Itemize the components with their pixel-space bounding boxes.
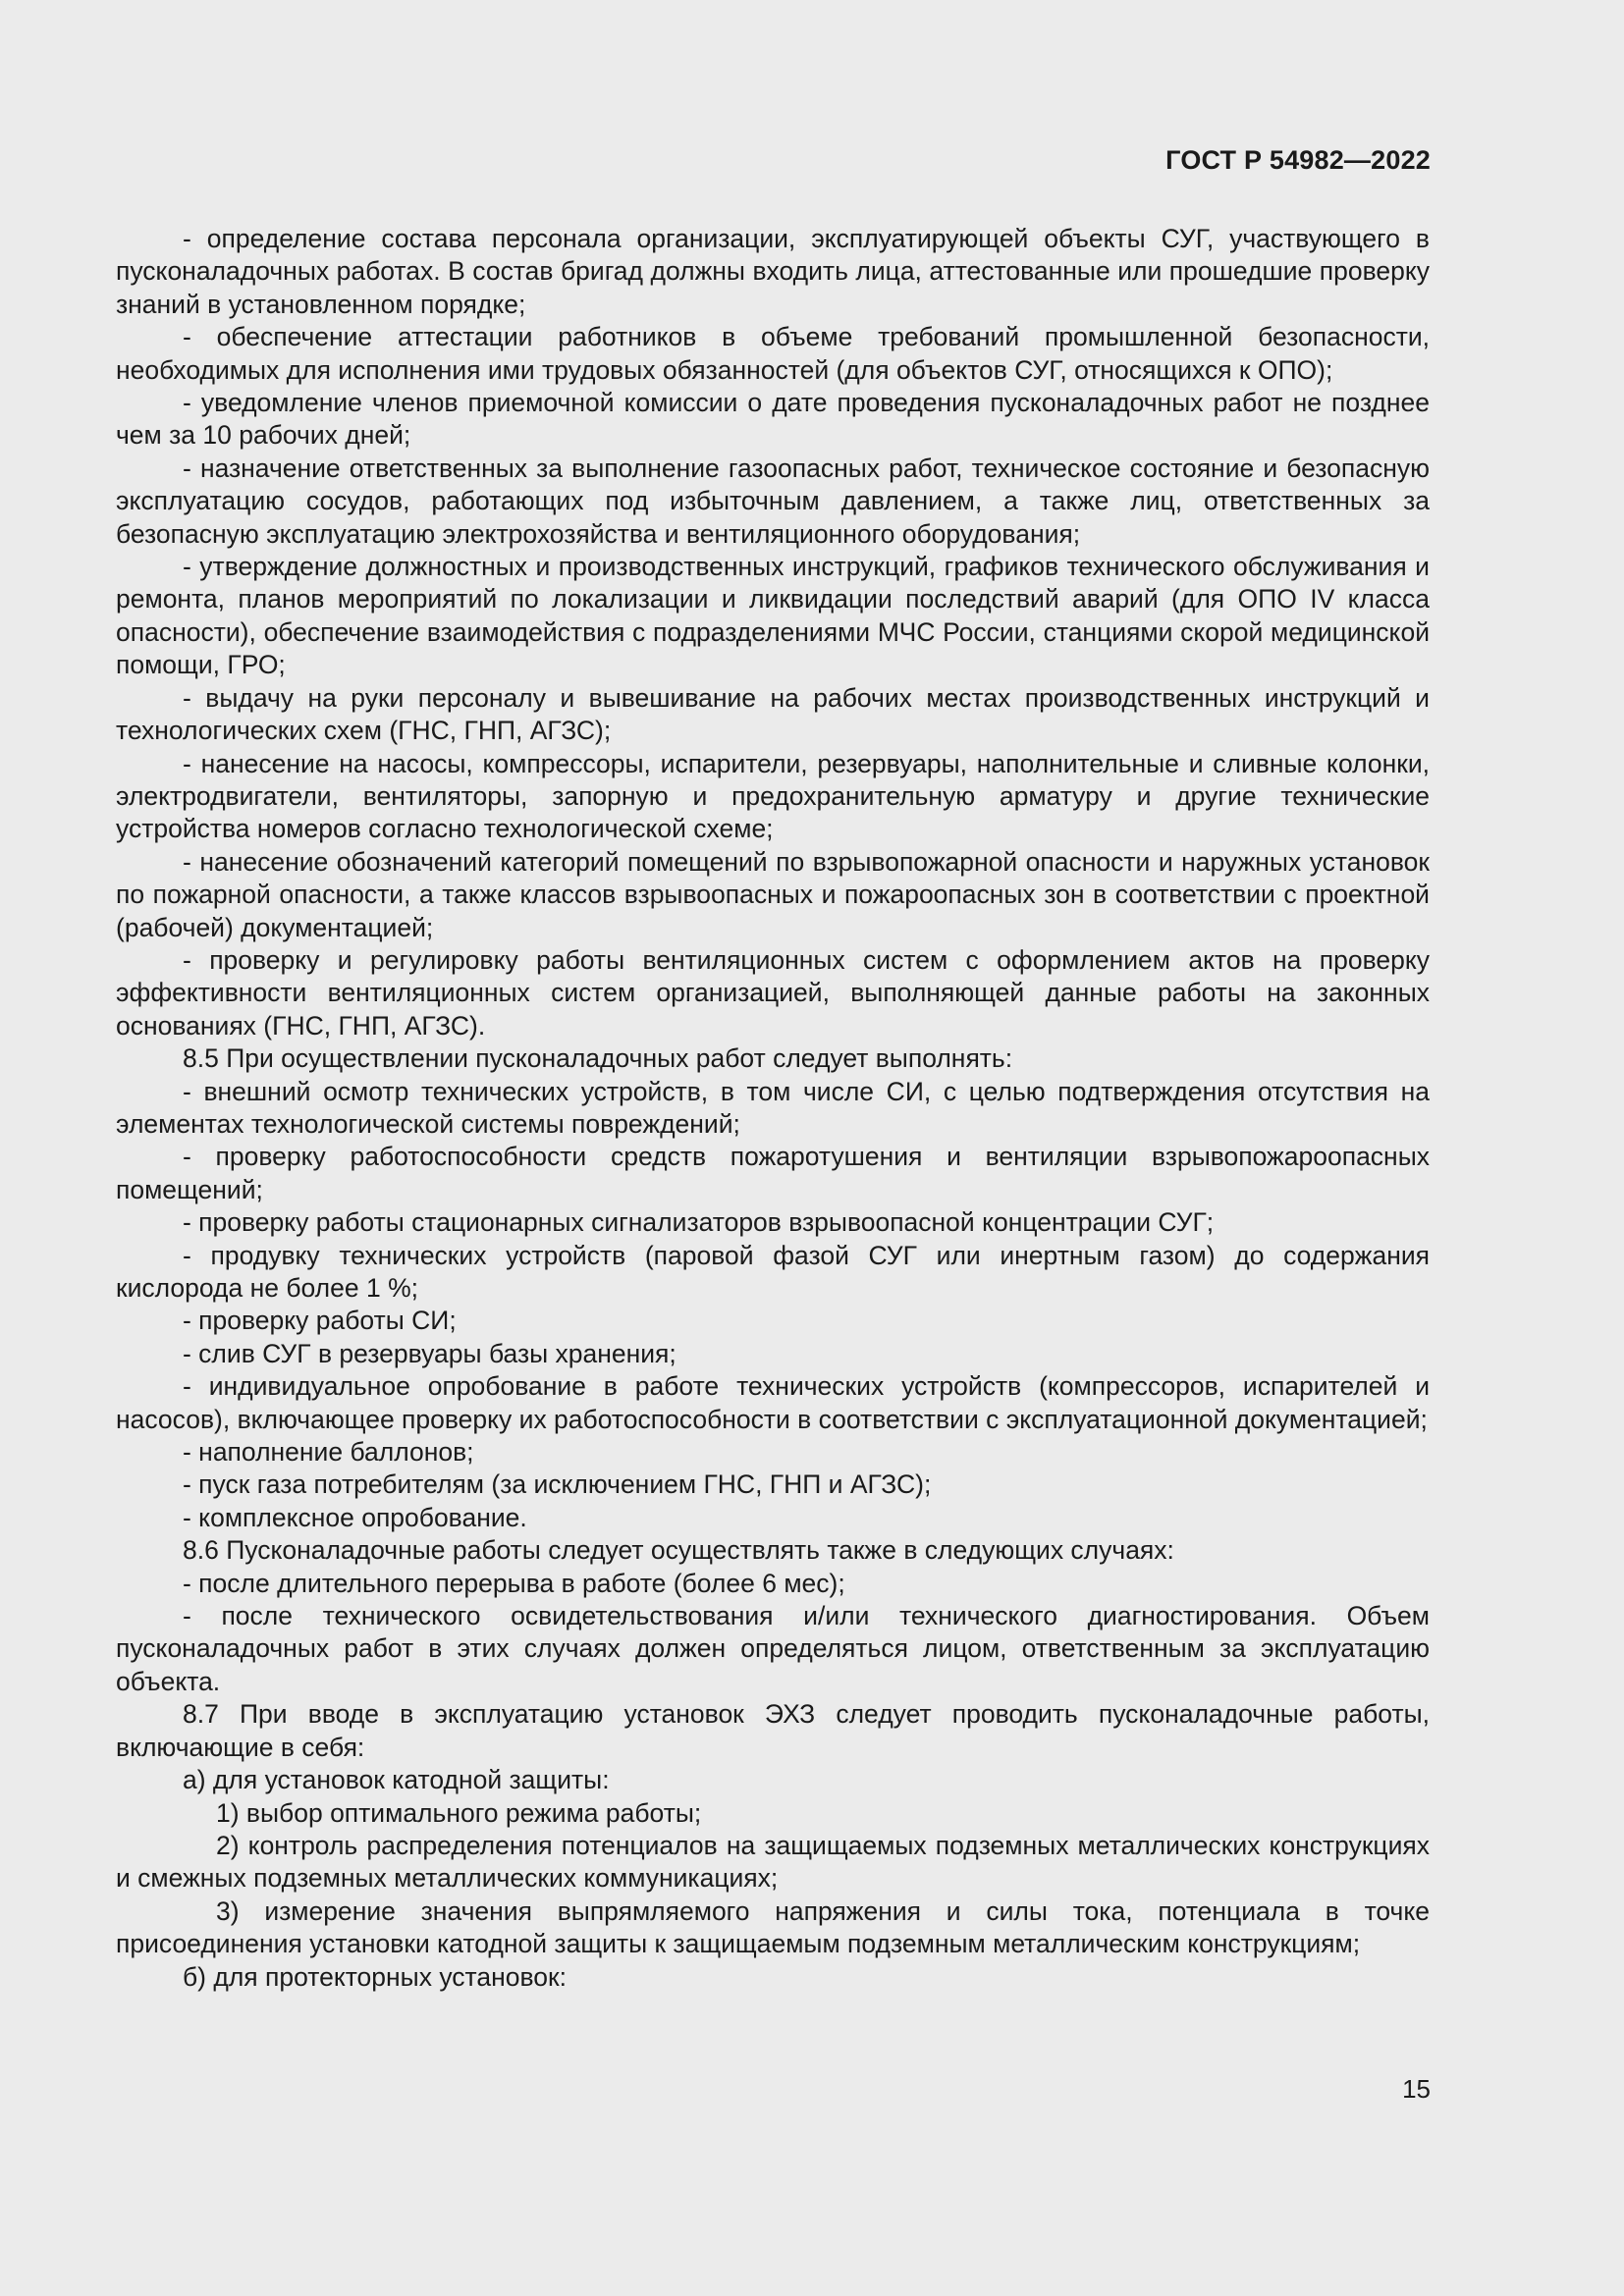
paragraph: - внешний осмотр технических устройств, в том числе СИ, с целью подтверждения отсутствия на элементах технологической системы повреждений; bbox=[116, 1076, 1430, 1139]
paragraph: б) для протекторных установок: bbox=[183, 1961, 567, 1992]
paragraph: - назначение ответственных за выполнение газоопасных работ, техническое состояние и безопасную эксплуатацию сосудов, работающих под избыточным давлением, а также лиц, ответственных за безопасную эксплуатацию электрохозяйства и вентиляционного оборудования; bbox=[116, 453, 1430, 549]
paragraph: - продувку технических устройств (паровой фазой СУГ или инертным газом) до содержания кислорода не более 1 %; bbox=[116, 1240, 1430, 1303]
paragraph: - слив СУГ в резервуары базы хранения; bbox=[183, 1338, 677, 1368]
paragraph: - комплексное опробование. bbox=[183, 1502, 527, 1532]
paragraph: - определение состава персонала организации, эксплуатирующей объекты СУГ, участвующего в пусконаладочных работах. В состав бригад должны входить лица, аттестованные или прошедшие проверку знаний в установленном порядке; bbox=[116, 224, 1430, 319]
paragraph: 1) выбор оптимального режима работы; bbox=[216, 1797, 702, 1828]
paragraph: - пуск газа потребителям (за исключением ГНС, ГНП и АГЗС); bbox=[183, 1469, 932, 1500]
paragraph: 8.5 При осуществлении пусконаладочных работ следует выполнять: bbox=[183, 1043, 1013, 1074]
paragraph: 2) контроль распределения потенциалов на защищаемых подземных металлических конструкциях и смежных подземных металлических коммуникациях; bbox=[116, 1830, 1430, 1894]
paragraph: - проверку работы СИ; bbox=[183, 1306, 457, 1336]
paragraph: - индивидуальное опробование в работе технических устройств (компрессоров, испарителей и насосов), включающее проверку их работоспособности в соответствии с эксплуатационной документацией; bbox=[116, 1371, 1430, 1434]
paragraph: - утверждение должностных и производственных инструкций, графиков технического обслуживания и ремонта, планов мероприятий по локализации и ликвидации последствий аварий (для ОПО IV класса опасности), обеспечение взаимодействия с подразделениями МЧС России, станциями скорой медицинской помощи, ГРО; bbox=[116, 552, 1430, 680]
paragraph: - наполнение баллонов; bbox=[183, 1437, 474, 1468]
paragraph: - проверку и регулировку работы вентиляционных систем с оформлением актов на проверку эффективности вентиляционных систем организацией, выполняющей данные работы на законных основаниях (ГНС, ГНП, АГЗС). bbox=[116, 944, 1430, 1041]
document-body bbox=[116, 223, 1430, 1994]
document-header: ГОСТ Р 54982—2022 bbox=[1165, 145, 1431, 175]
paragraph: - после длительного перерыва в работе (более 6 мес); bbox=[183, 1568, 845, 1598]
paragraph: 3) измерение значения выпрямляемого напряжения и силы тока, потенциала в точке присоединения установки катодной защиты к защищаемым подземным металлическим конструкциям; bbox=[116, 1896, 1430, 1959]
paragraph: 8.6 Пусконаладочные работы следует осуществлять также в следующих случаях: bbox=[183, 1535, 1174, 1566]
paragraph: - проверку работоспособности средств пожаротушения и вентиляции взрывопожароопасных помещений; bbox=[116, 1142, 1430, 1204]
paragraph: 8.7 При вводе в эксплуатацию установок ЭХЗ следует проводить пусконаладочные работы, включающие в себя: bbox=[116, 1699, 1430, 1762]
paragraph: - проверку работы стационарных сигнализаторов взрывоопасной концентрации СУГ; bbox=[183, 1207, 1215, 1238]
page-number: 15 bbox=[1402, 2074, 1431, 2104]
paragraph: - нанесение обозначений категорий помещений по взрывопожарной опасности и наружных установок по пожарной опасности, а также классов взрывоопасных и пожароопасных зон в соответствии с проектной (рабочей) документацией; bbox=[116, 846, 1430, 942]
paragraph: - обеспечение аттестации работников в объеме требований промышленной безопасности, необходимых для исполнения ими трудовых обязанностей (для объектов СУГ, относящихся к ОПО); bbox=[116, 322, 1430, 385]
paragraph: - уведомление членов приемочной комиссии о дате проведения пусконаладочных работ не позднее чем за 10 рабочих дней; bbox=[116, 388, 1430, 451]
paragraph: - после технического освидетельствования и/или технического диагностирования. Объем пусконаладочных работ в этих случаях должен определяться лицом, ответственным за эксплуатацию объекта. bbox=[116, 1601, 1430, 1696]
paragraph: - нанесение на насосы, компрессоры, испарители, резервуары, наполнительные и сливные колонки, электродвигатели, вентиляторы, запорную и предохранительную арматуру и другие технические устройства номеров согласно технологической схеме; bbox=[116, 748, 1430, 844]
paragraph: а) для установок катодной защиты: bbox=[183, 1765, 610, 1795]
paragraph: - выдачу на руки персоналу и вывешивание на рабочих местах производственных инструкций и технологических схем (ГНС, ГНП, АГЗС); bbox=[116, 682, 1430, 746]
